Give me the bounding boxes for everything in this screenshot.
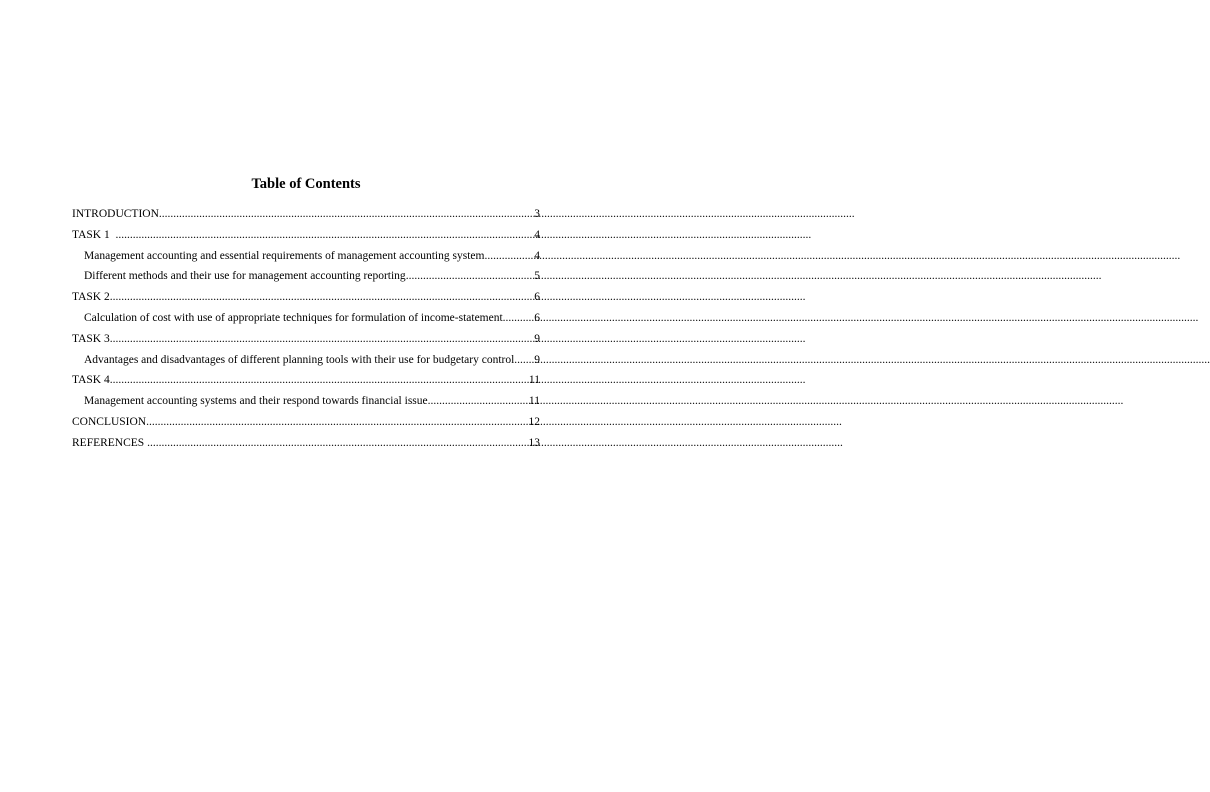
toc-page-number: 13 [528, 436, 540, 449]
toc-page-number: 5 [534, 270, 540, 283]
toc-dot-leader [115, 225, 534, 246]
toc-page-number: 4 [534, 228, 540, 241]
toc-page-number: 3 [534, 208, 540, 220]
toc-dot-leader [110, 370, 529, 391]
toc-page-number: 6 [534, 311, 540, 324]
toc-page-number: 11 [528, 395, 540, 408]
toc-dot-leader [484, 246, 534, 267]
toc-page-number: 9 [534, 353, 540, 366]
toc-entry-label: Different methods and their use for management accounting reporting [84, 270, 406, 283]
toc-entry-cost-calculation[interactable] [72, 308, 540, 329]
toc-page-number: 11 [528, 374, 540, 387]
toc-title: Table of Contents [251, 176, 361, 192]
toc-entry-accounting-systems[interactable] [72, 391, 540, 412]
toc-entry-introduction[interactable] [72, 204, 540, 225]
toc-entry-label: Management accounting and essential requirements of management accounting system [84, 249, 485, 262]
toc-page-number: 12 [528, 415, 540, 428]
toc-entry-task-4[interactable] [72, 370, 540, 391]
toc-entry-label: INTRODUCTION [72, 208, 159, 220]
toc-entry-label: TASK 3 [72, 332, 110, 345]
toc-entry-task-3[interactable] [72, 329, 540, 350]
toc-entry-label: CONCLUSION [72, 415, 147, 428]
toc-dot-leader [503, 308, 535, 329]
toc-entry-label: TASK 2 [72, 291, 110, 304]
toc-dot-leader [406, 266, 535, 287]
toc-dot-leader [428, 391, 529, 412]
toc-dot-leader [146, 412, 528, 433]
toc-dot-leader [514, 350, 534, 371]
toc-entry-task-2[interactable] [72, 287, 540, 308]
toc-page-number: 6 [534, 291, 540, 304]
toc-dot-leader [110, 329, 535, 350]
toc-dot-leader [147, 433, 528, 454]
toc-dot-leader [159, 204, 534, 225]
toc-entry-task-1[interactable] [72, 225, 540, 246]
toc-entry-management-accounting-requirements[interactable] [72, 246, 540, 267]
toc-page-number: 9 [534, 332, 540, 345]
toc-entry-label: TASK 4 [72, 374, 110, 387]
toc-entry-label: Management accounting systems and their respond towards financial issue [84, 395, 428, 408]
toc-entry-references[interactable] [72, 433, 540, 454]
toc-entry-label: Calculation of cost with use of appropriate techniques for formulation of income-statement [84, 311, 503, 324]
toc-entry-label: Advantages and disadvantages of different planning tools with their use for budgetary control [84, 353, 515, 366]
toc-list [72, 204, 540, 454]
toc-entry-reporting-methods[interactable] [72, 266, 540, 287]
toc-entry-label: REFERENCES [72, 436, 148, 449]
toc-entry-label: TASK 1 [72, 228, 116, 241]
toc-entry-planning-tools[interactable] [72, 350, 540, 371]
toc-dot-leader [110, 287, 535, 308]
toc-page-number: 4 [534, 249, 540, 262]
toc-entry-conclusion[interactable] [72, 412, 540, 433]
